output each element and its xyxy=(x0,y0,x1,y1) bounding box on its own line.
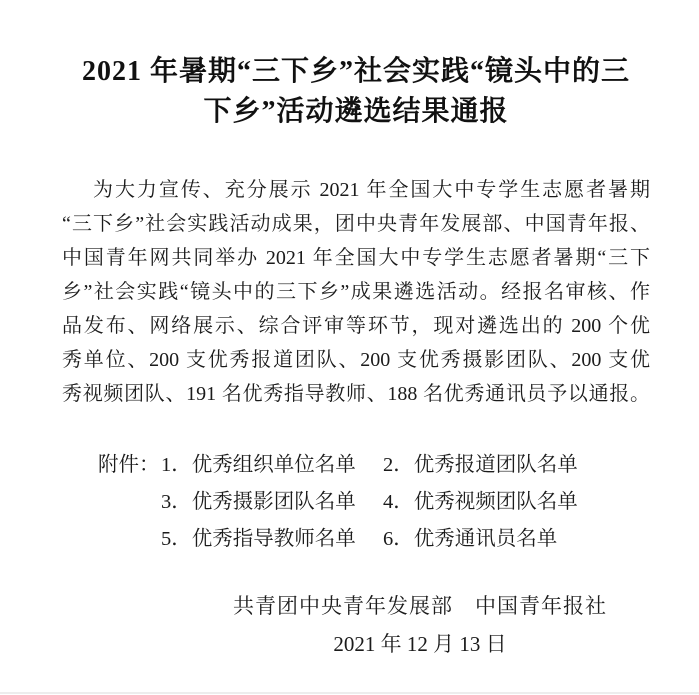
body-line: 中国青年网共同举办 2021 年全国大中专学生志愿者暑期“三下 xyxy=(62,247,650,269)
attachment-row xyxy=(62,484,650,521)
signature-block xyxy=(233,587,607,663)
body-line: 品发布、网络展示、综合评审等环节，现对遴选出的 200 个优 xyxy=(62,315,650,337)
attachment-row xyxy=(62,447,650,484)
body-line: 为大力宣传、充分展示 2021 年全国大中专学生志愿者暑期 xyxy=(93,179,650,201)
attachment-item-1: 1．优秀组织单位名单 xyxy=(161,454,356,476)
signature-date: 2021 年 12 月 13 日 xyxy=(333,632,507,656)
attachment-item-6: 6．优秀通讯员名单 xyxy=(383,528,558,550)
document-body-paragraph xyxy=(62,173,650,411)
document-title xyxy=(62,52,650,132)
attachment-item-4: 4．优秀视频团队名单 xyxy=(383,491,578,513)
body-line: 秀视频团队、191 名优秀指导教师、188 名优秀通讯员予以通报。 xyxy=(62,383,650,405)
attachment-item-5: 5．优秀指导教师名单 xyxy=(161,528,356,550)
signature-organizations: 共青团中央青年发展部 中国青年报社 xyxy=(233,594,607,618)
attachment-item-3: 3．优秀摄影团队名单 xyxy=(161,491,356,513)
body-line: 秀单位、200 支优秀报道团队、200 支优秀摄影团队、200 支优 xyxy=(62,349,650,371)
document-content xyxy=(62,0,650,663)
body-line: “三下乡”社会实践活动成果，团中央青年发展部、中国青年报、 xyxy=(62,213,650,235)
attachment-row xyxy=(62,521,650,558)
body-line: 乡”社会实践“镜头中的三下乡”成果遴选活动。经报名审核、作 xyxy=(62,281,650,303)
attachment-item-2: 2．优秀报道团队名单 xyxy=(383,454,578,476)
page-bottom-divider xyxy=(0,692,699,694)
attachment-list xyxy=(62,447,650,558)
document-title-line-1: 2021 年暑期“三下乡”社会实践“镜头中的三 xyxy=(81,56,630,87)
attachment-label: 附件： xyxy=(98,454,160,476)
document-title-line-2: 下乡”活动遴选结果通报 xyxy=(203,96,509,127)
